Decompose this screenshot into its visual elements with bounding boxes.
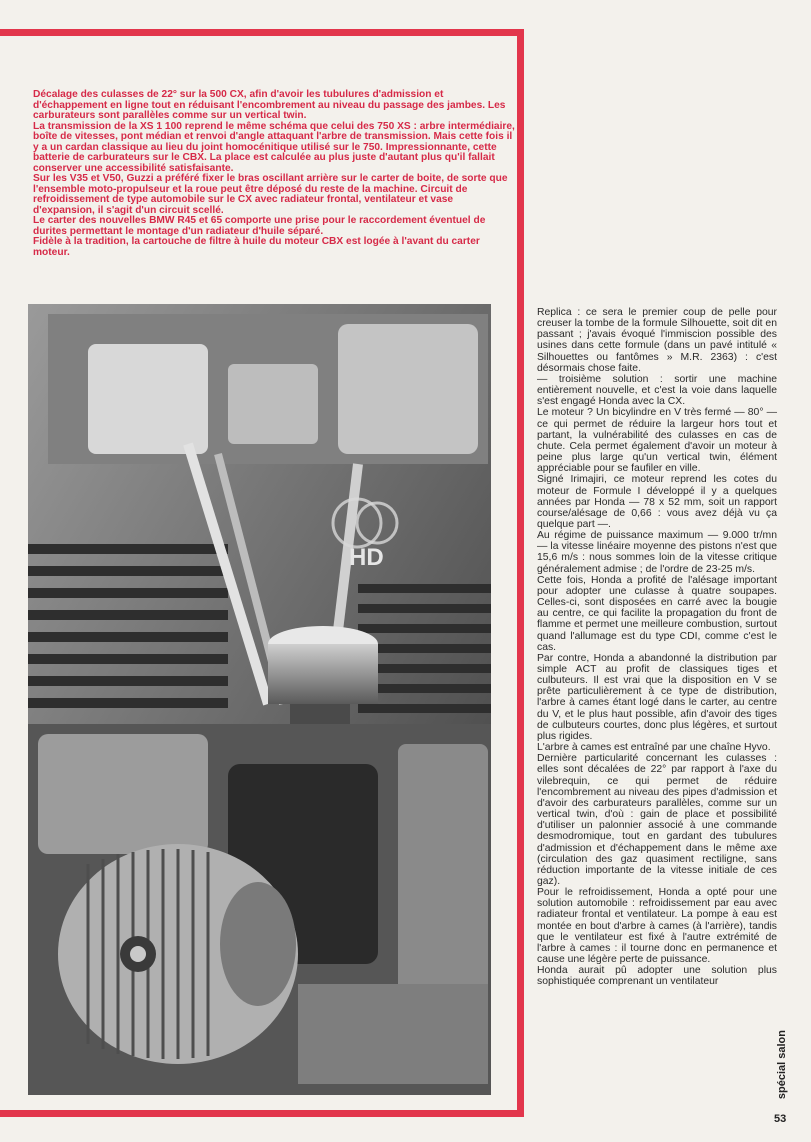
body-paragraph: Cette fois, Honda a profité de l'alésage important pour adopter une culasse à quatre soupapes. Celles-ci, sont disposées en carré avec la bougie au centre, ce qui facilite la propagation du front de flamme et permet une meilleure combustion, surtout quand l'allumage est du type CDI, comme c'est le cas. [537, 574, 777, 653]
body-paragraph: Pour le refroidissement, Honda a opté pour une solution automobile : refroidissement par eau avec radiateur frontal et ventilateur. La pompe à eau est montée en bout d'arbre à cames (à l'arrière), tandis que le ventilateur est fixé à l'autre extrémité de l'arbre à cames : il tourne donc en permanence et cause une légère perte de puissance. [537, 887, 777, 966]
body-paragraph: Honda aurait pû adopter une solution plus sophistiquée comprenant un ventilateur [537, 965, 777, 988]
section-label: spécial salon [776, 1030, 788, 1100]
caption-paragraph: Décalage des culasses de 22° sur la 500 CX, afin d'avoir les tubulures d'admission et d'échappement en ligne tout en réduisant l'encombrement au niveau du passage des jambes. Les carburateurs sont parallèles comme sur un vertical twin. [33, 89, 506, 121]
page-number: 53 [774, 1113, 787, 1125]
body-paragraph: Signé Irimajiri, ce moteur reprend les cotes du moteur de Formule I développé il y a quelques années par Honda — 78 x 52 mm, soit un rapport course/alésage de 0,66 : vous avez déjà vu ça quelque part —. [537, 474, 777, 530]
body-paragraph: Le moteur ? Un bicylindre en V très fermé — 80° — ce qui permet de réduire la largeur hors tout et partant, la vulnérabilité des culasses en cas de chute. Cela permet également d'avoir un moteur à peine plus large qu'un vertical twin, élément appréciable pour se faufiler en ville. [537, 407, 777, 475]
engine-photo [28, 304, 491, 1095]
body-paragraph: Dernière particularité concernant les culasses : elles sont décalées de 22° par rapport à l'axe du vilebrequin, ce qui permet de réduire l'encombrement au niveau des pipes d'admission et d'avoir des carburateurs parallèles, comme sur un vertical twin, d'où : gain de place et possibilité d'utiliser un palonnier associé à une commande desmodromique, tout en gardant des tubulures d'admission et d'échappement dans le même axe (circulation des gaz quasiment rectiligne, sans réduction importante de la vitesse initiale de ces gaz). [537, 753, 777, 887]
caption-paragraph: La transmission de la XS 1 100 reprend le même schéma que celui des 750 XS : arbre intermédiaire, boîte de vitesses, pont médian et renvoi d'angle attaquant l'arbre de transmission. Mais cette fois il y a un cardan classique au lieu du joint homocénitique utilisé sur le 750. Impressionnante, cette batterie de carburateurs sur le CBX. La place est calculée au plus juste d'autant plus qu'il fallait conserver une accessibilité satisfaisante. [33, 120, 515, 174]
caption-paragraph: Fidèle à la tradition, la cartouche de filtre à huile du moteur CBX est logée à l'avant du carter moteur. [33, 236, 480, 258]
photo-caption [33, 90, 515, 258]
watermark-text: HD [349, 544, 384, 571]
caption-paragraph: Le carter des nouvelles BMW R45 et 65 comporte une prise pour le raccordement éventuel de durites permettant le montage d'un radiateur d'huile séparé. [33, 215, 486, 237]
body-paragraph: Au régime de puissance maximum — 9.000 tr/mn — la vitesse linéaire moyenne des pistons n'est que 15,6 m/s : nous sommes loin de la vitesse critique généralement admise ; de l'ordre de 23-25 m/s. [537, 530, 777, 575]
body-paragraph: L'arbre à cames est entraîné par une chaîne Hyvo. [537, 742, 771, 754]
engine-illustration [28, 304, 491, 1095]
body-paragraph: — troisième solution : sortir une machine entièrement nouvelle, et c'est la voie dans laquelle s'est engagé Honda avec la CX. [537, 373, 777, 408]
body-paragraph: Replica : ce sera le premier coup de pelle pour creuser la tombe de la formule Silhouette, soit dit en passant ; j'avais évoqué l'immiscion possible des usines dans cette formule (dans un pavé intitulé « Silhouettes ou fantômes » M.R. 2363) : c'est désormais chose faite. [537, 307, 777, 374]
caption-paragraph: Sur les V35 et V50, Guzzi a préféré fixer le bras oscillant arrière sur le carter de boite, de sorte que l'ensemble moto-propulseur et la roue peut être déposé du reste de la machine. Circuit de refroidissement de type automobile sur le CX avec radiateur frontal, ventilateur et vase d'expansion, il s'agit d'un circuit scellé. [33, 173, 508, 216]
article-body [537, 307, 777, 988]
watermark-logo [327, 493, 407, 573]
body-paragraph: Par contre, Honda a abandonné la distribution par simple ACT au profit de classiques tiges et culbuteurs. Il est vrai que la disposition en V se prête particulièrement à ce type de distribution, l'arbre à cames étant logé dans le carter, au centre du V, et le plus haut possible, afin d'avoir des tiges de culbuteurs courtes, donc plus légères, et surtout plus rigides. [537, 652, 777, 742]
